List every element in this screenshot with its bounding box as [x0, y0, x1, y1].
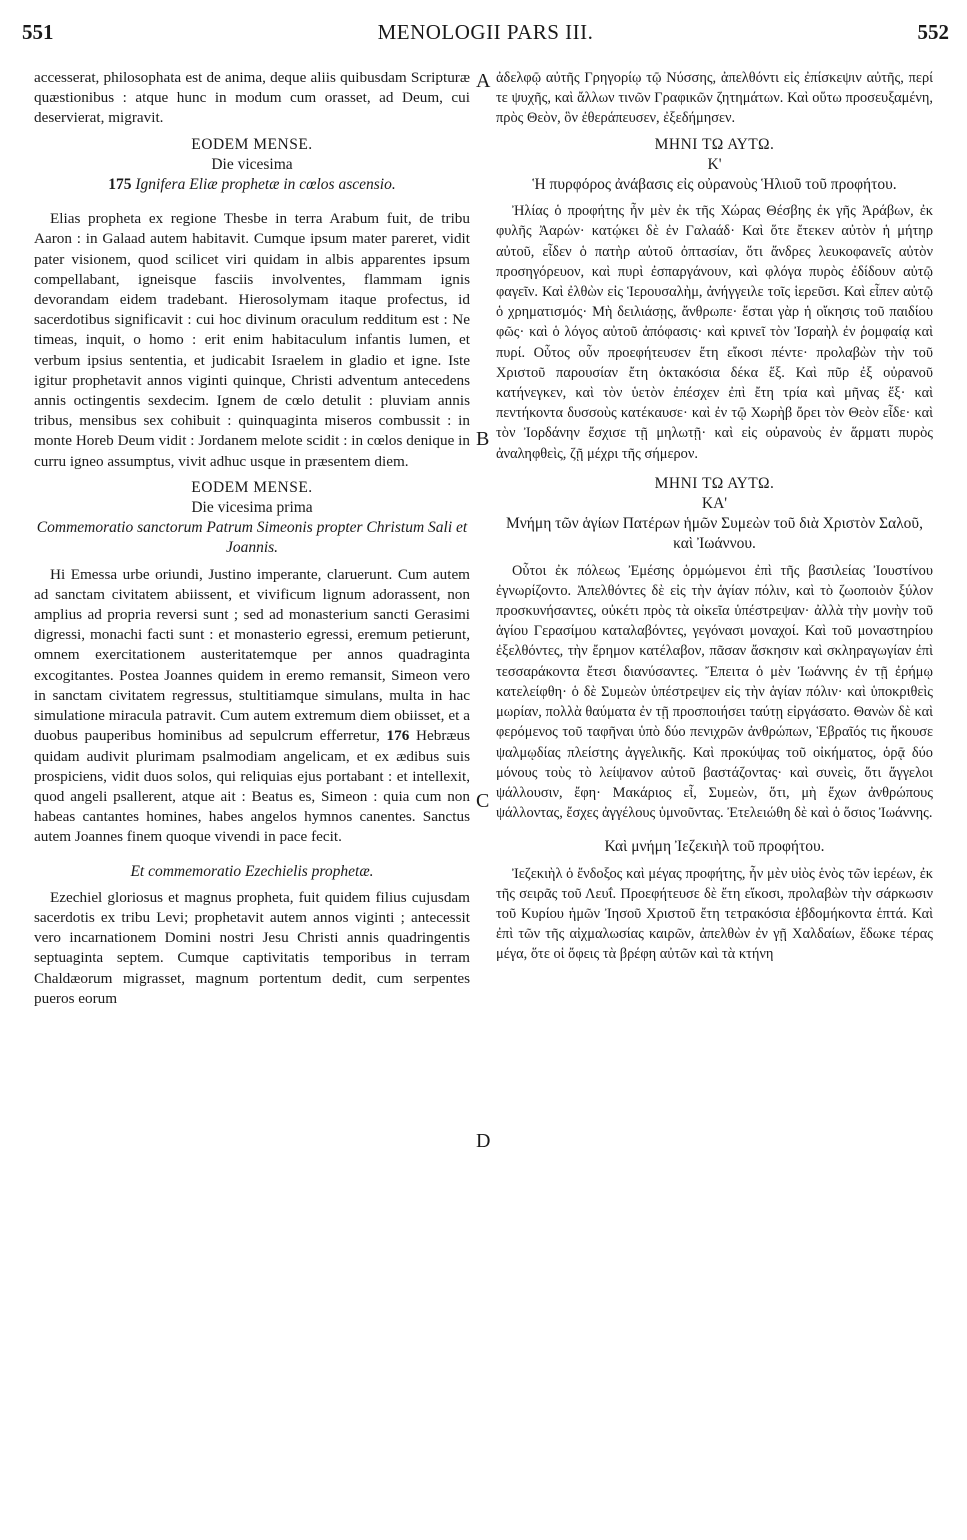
margin-letter-a: A: [476, 70, 491, 92]
latin-s2-mense: EODEM MENSE.: [191, 478, 313, 496]
greek-s1-day: Κ': [707, 155, 722, 173]
latin-s3-title: Et commemoratio Ezechielis prophetæ.: [130, 862, 374, 880]
greek-s3-title: Καὶ μνήμη Ἰεζεκιὴλ τοῦ προφήτου.: [604, 838, 825, 856]
latin-s2-text-b: Hebræus quidam audivit plurimam psalmodiam angelicam, et ex ædibus suis prospiciens, vidit duos solos, qui reliquias ejus portabant : et intellexit, quod angeli psallerent, atque ait : Beatus es, Simeon : quia cum non habeas cantantes homines, habes angelos hymnos canentes. Sanctus autem Joannes finem quoque vivendi in pace fecit.: [34, 727, 471, 846]
page-number-right: 552: [917, 20, 949, 44]
column-number: 176: [386, 727, 410, 745]
latin-s2-day: Die vicesima prima: [191, 499, 313, 517]
greek-s2-text: Οὗτοι ἐκ πόλεως Ἐμέσης ὁρμώμενοι ἐπὶ τῆς βασιλείας Ἰουστίνου ἐγνωρίζοντο. Ἀπελθόντες δὲ εἰς τὴν ἁγίαν πόλιν, καὶ τὸ ζωοποιὸν ξύλον προσκυνήσαντες, οὐκέτι πρὸς τὰ οἰκεῖα ὑπέστρεψαν· ἀλλὰ τὴν μονὴν τοῦ ἁγίου Γερασίμου καταλαβόντες, γεγόνασι μοναχοί. Καὶ τοῦ μοναστηρίου ἐξελθόντες, τὴν ἔρημον κατέλαβον, πᾶσαν ἄσκησιν καὶ σκληραγωγίαν ἐπὶ τεσσαράκοντα ἔτεσι διανύσαντες. Ἔπειτα ὁ μὲν Ἰωάννης ἐν τῇ ἐρήμῳ κατελείφθη· ὁ δὲ Συμεὼν ὑπέστρεψεν εἰς τὴν ἁγίαν πόλιν· καὶ ὑποκριθεὶς μωρίαν, πολλὰ θαύματα ἐν τῇ προσποιήσει ταύτῃ εἰργάσατο. Θανὼν δὲ καὶ φερόμενος τοῦ ταφῆναι ὑπὸ δύο πενιχρῶν ἀνθρώπων, Ἑβραῖός τις ἤκουσε ψαλμῳδίας πλείστης ἀγγελικῆς. Καὶ προκύψας τοῦ οἰκήματος, ὁρᾷ δύο μόνους τοὺς τὸ λείψανον αὐτοῦ βαστάζοντας· καὶ συνεὶς, ὅτι ἄγγελοι ψάλλουσιν, ἔφη· Μακάριος εἶ, Συμεὼν, ὅτι, μὴ ἔχων ἀνθρώπους ψάλλοντας, ἔσχες ἀγγέλους ὑμνοῦντας. Ἐτελειώθη δὲ καὶ ὁ ὅσιος Ἰωάννης.: [496, 562, 933, 822]
greek-s1-title: Ἡ πυρφόρος ἀνάβασις εἰς οὐρανοὺς Ἡλιοῦ τοῦ προφήτου.: [532, 176, 897, 194]
latin-column: [34, 68, 470, 1009]
latin-s1-heading: [34, 175, 470, 195]
greek-intro-text: ἀδελφῷ αὐτῆς Γρηγορίῳ τῷ Νύσσης, ἀπελθόντι εἰς ἐπίσκεψιν αὐτῆς, περί τε ψυχῆς, καὶ ἄλλων τινῶν Γραφικῶν ζητημάτων. Καὶ οὕτω προσευξαμένη, πρὸς Θεὸν, ὃν ἐθεράπευσεν, ἐξεδήμησεν.: [496, 70, 933, 127]
latin-s2-text: [34, 565, 470, 848]
margin-letter-b: B: [476, 428, 490, 450]
latin-s2-title: Commemoratio sanctorum Patrum Simeonis propter Christum Sali et Joannis.: [36, 519, 468, 557]
latin-s3-text: Ezechiel gloriosus et magnus propheta, fuit quidem filius cujusdam sacerdotis ex tribu Levi; prophetavit autem annos viginti ; antecessit vero incarnationem Domini nostri Jesu Christi annis quadringentis septuaginta septem. Cumque captivitatis temporibus in terram Chaldæorum migrasset, magnum portentum dedit, cum serpentes pueros eorum: [34, 888, 470, 1007]
margin-letter-c: C: [476, 790, 490, 812]
greek-s2-day: ΚΑ': [701, 495, 728, 513]
greek-column: [496, 68, 933, 965]
margin-letter-d: D: [476, 1130, 491, 1152]
greek-s1-mense: ΜΗΝΙ ΤΩ ΑΥΤΩ.: [654, 135, 775, 153]
latin-s1-mense: EODEM MENSE.: [191, 135, 313, 153]
running-header: [22, 20, 949, 50]
page-number-left: 551: [22, 20, 54, 44]
latin-s2-text-a: Hi Emessa urbe oriundi, Justino imperante, claruerunt. Cum autem ad sanctam civitatem abiissent, et vivificum lignum adorassent, non amplius ad propria reversi sunt ; sed ad monasterium sancti Gerasimi digressi, monachi facti sunt : et monasterio egressi, eremum petierunt, omnem exercitationem austeritatemque per annos quadraginta excogitantes. Postea Joannes quidem in eremo remansit, Simeon vero in sanctam civitatem regressus, stultitiamque simulans, multa in hac simulatione miracula patravit. Cum autem extremum diem obiisset, et a duobus pauperibus hominibus ad sepulcrum efferretur,: [34, 565, 470, 745]
latin-intro-text: accesserat, philosophata est de anima, deque aliis quibusdam Scripturæ quæstionibus : atque hunc in modum cum orasset, ad Deum, cui deservierat, migravit.: [34, 69, 470, 127]
latin-s1-day: Die vicesima: [211, 155, 293, 173]
greek-s2-mense: ΜΗΝΙ ΤΩ ΑΥΤΩ.: [654, 474, 775, 492]
greek-s1-text: Ἠλίας ὁ προφήτης ἦν μὲν ἐκ τῆς Χώρας Θέσβης ἐκ γῆς Ἀράβων, ἐκ φυλῆς Ἀαρών· κατῴκει δὲ ἐν Γαλαάδ· Καὶ ὅτε ἔτεκεν αὐτὸν ἡ μήτηρ αὐτοῦ, εἶδεν ὁ πατὴρ αὐτοῦ ὀπτασίαν, ὅτι ἄνδρες λευκοφανεῖς αὐτὸν προσηγόρευον, καὶ πυρὶ ἐσπαργάνουν, καὶ φλόγα πυρὸς ἐδίδουν αὐτῷ φαγεῖν. Καὶ ἐλθὼν εἰς Ἱερουσαλὴμ, ἀνήγγειλε τοῖς ἱερεῦσι. Καὶ εἶπεν αὐτῷ ὁ χρηματισμός· Μὴ δειλιάσῃς, ἄνθρωπε· ἔσται γὰρ ἡ οἴκησις τοῦ παιδίου φῶς· καὶ ὁ λόγος αὐτοῦ ἀπόφασις· καὶ κρινεῖ τὸν Ἰσραὴλ ἐν ῥομφαίᾳ καὶ πυρί. Οὗτος οὖν προεφήτευσεν ἔτη εἴκοσι πέντε· προλαβὼν τὴν τοῦ Χριστοῦ παρουσίαν ἔτη ὀκτακόσια δέκα ἕξ. Καὶ πῦρ ἐξ οὐρανοῦ κατήνεγκεν, καὶ τὸν ὑετὸν ἐπέσχεν ἐπὶ ἔτη τρία καὶ μῆνας ἕξ· καὶ πεντήκοντα δυσσοὺς κατέκαυσε· καὶ ἐν τῷ Χωρὴβ ὄρει τὸν Θεὸν εἶδε· καὶ τὸν Ἰορδάνην ἔσχισε τῇ μηλωτῇ· καὶ εἰς οὐρανοὺς ἐν ἅρματι πυρὸς ἀναληφθεὶς, ζῇ μέχρι τῆς σήμερον.: [496, 203, 933, 462]
latin-s1-text: Elias propheta ex regione Thesbe in terra Arabum fuit, de tribu Aaron : in Galaad autem habitavit. Cumque ipsum mater pareret, vidit pater visionem, quod scilicet viri quidam in albis apparentes ipsum compellabant, igneisque fasciis involventes, flammam ignis devorandam eidem tradebant. Hierosolymam itaque profectus, id sacerdotibus significavit : cui hoc divinum oraculum redditum est : Ne timeas, inquit, o homo : erit enim habitaculum infantis lumen, et verbum ipsius sententia, et judicabit Israelem in gladio et igne. Iste igitur prophetavit annos viginti quinque, Christi adventum antecedens annis octingentis sexdecim. Ignem de cœlo detulit : pluviam annis tribus, mensibus sex cohibuit : quinquaginta miseros combussit : in monte Horeb Deum vidit : Jordanem melote scidit : in cœlos denique in curru igneo assumptus, vivit adhuc usque in præsentem diem.: [34, 210, 470, 470]
running-title: MENOLOGII PARS III.: [377, 20, 594, 44]
greek-s2-title: Μνήμη τῶν ἁγίων Πατέρων ἡμῶν Συμεὼν τοῦ διὰ Χριστὸν Σαλοῦ, καὶ Ἰωάννου.: [506, 515, 923, 553]
greek-s3-text: Ἰεζεκιὴλ ὁ ἔνδοξος καὶ μέγας προφήτης, ἦν μὲν υἱὸς ἑνὸς τῶν ἱερέων, ἐκ τῆς σειρᾶς τοῦ Λευΐ. Προεφήτευσε δὲ ἔτη εἴκοσι, προλαβὼν τὴν σάρκωσιν τοῦ Κυρίου ἡμῶν Ἰησοῦ Χριστοῦ ἔτη τετρακόσια ἑβδομήκοντα ἑπτά. Καὶ ἐπὶ τῶν τῆς αἰχμαλωσίας καιρῶν, ἀπελθὼν ἐν γῇ Χαλδαίων, ἔδωκε τέρας μέγα, ὅτε οἱ ὄφεις τὰ βρέφη αὐτῶν καὶ τὰ κτήνη: [496, 865, 933, 963]
column-number: 175: [108, 176, 132, 194]
latin-s1-title: Ignifera Eliæ prophetæ in cœlos ascensio.: [135, 176, 396, 194]
